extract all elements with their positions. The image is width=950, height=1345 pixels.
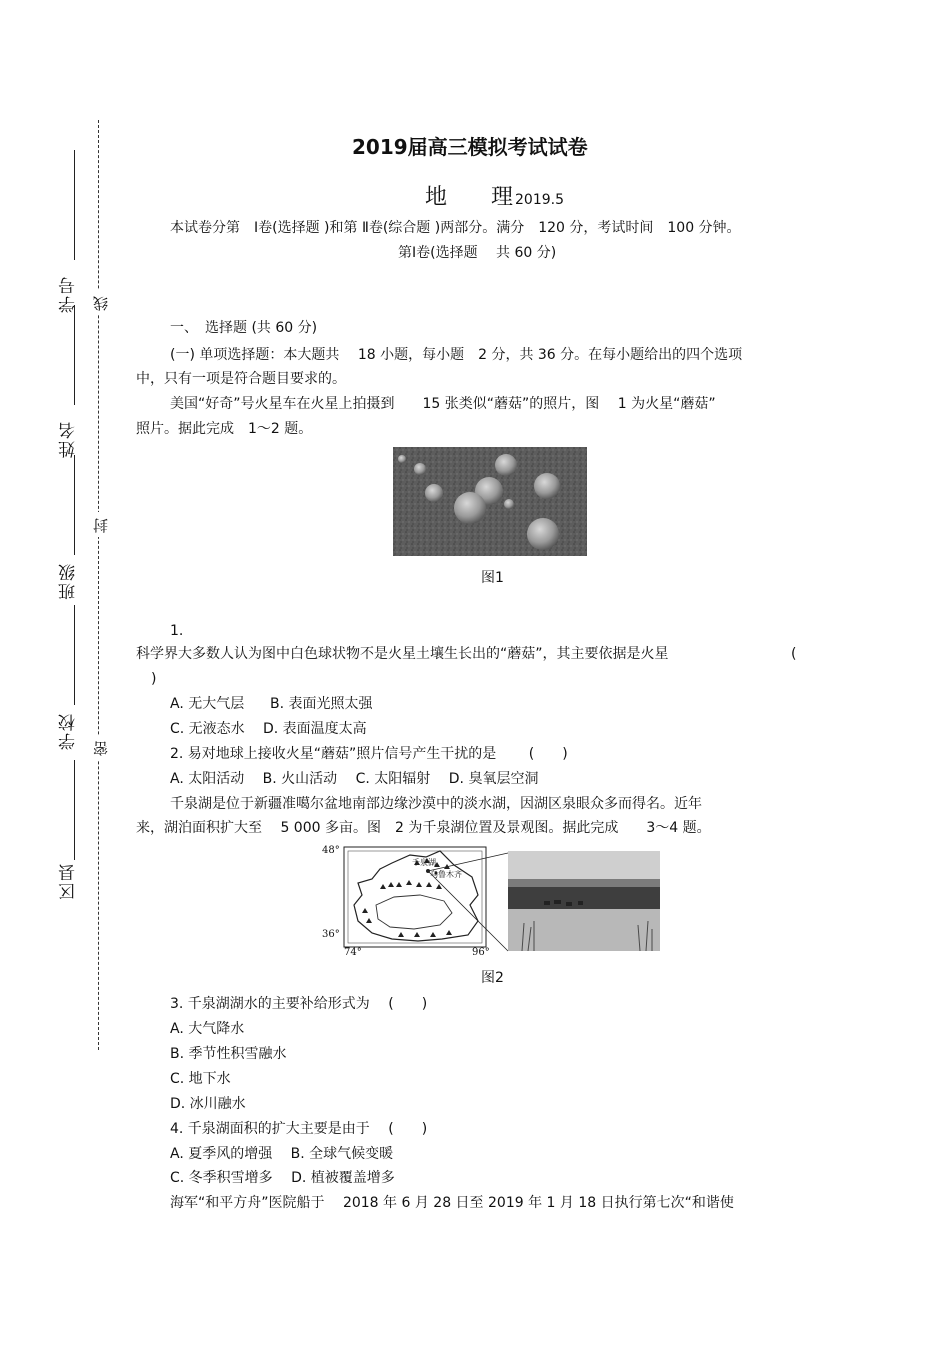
field-underline-xingming <box>74 305 75 405</box>
map-lon-96: 96° <box>472 947 490 958</box>
exam-date: 2019.5 <box>515 192 565 208</box>
q4-options-ab: A. 夏季风的增强 B. 全球气候变暖 <box>170 1146 394 1162</box>
field-label-xingming: 姓名 <box>59 420 79 458</box>
q3-option-c: C. 地下水 <box>170 1071 231 1087</box>
field-underline-xuehao <box>74 150 75 260</box>
subject-line <box>425 180 564 211</box>
exam-title: 2019届高三模拟考试试卷 <box>352 135 588 159</box>
subject-name: 地 理 <box>425 185 514 210</box>
section-heading: 一、 选择题 (共 60 分) <box>170 320 318 336</box>
q1-paren-close: ) <box>151 671 157 687</box>
map-lon-74: 74° <box>344 947 362 958</box>
passage2-line2: 来，湖泊面积扩大至 5 000 多亩。图 2 为千泉湖位置及景观图。据此完成 3～4 题。 <box>136 820 711 836</box>
field-label-xuexiao: 学校 <box>59 712 79 750</box>
q3-option-b: B. 季节性积雪融水 <box>170 1046 287 1062</box>
map-lat-36: 36° <box>322 929 340 940</box>
seal-mark-xian: 线 <box>90 290 111 315</box>
map-lat-48: 48° <box>322 845 340 856</box>
q1-paren-open: ( <box>791 646 797 662</box>
q4-options-cd: C. 冬季积雪增多 D. 植被覆盖增多 <box>170 1170 395 1186</box>
figure1-mars-photo <box>393 447 587 556</box>
seal-dashed-line <box>98 120 99 1050</box>
q2-stem: 2. 易对地球上接收火星“蘑菇”照片信号产生干扰的是 ( ) <box>170 746 568 762</box>
q3-stem: 3. 千泉湖湖水的主要补给形式为 ( ) <box>170 996 428 1012</box>
field-underline-xuexiao <box>74 605 75 705</box>
section-instruction-line1: (一) 单项选择题：本大题共 18 小题，每小题 2 分，共 36 分。在每小题给出的四个选项 <box>170 347 743 363</box>
q1-stem: 科学界大多数人认为图中白色球状物不是火星土壤生长出的“蘑菇”，其主要依据是火星 <box>136 646 669 662</box>
seal-mark-mi: 密 <box>90 735 111 760</box>
map-label-city: 乌鲁木齐 <box>430 870 462 879</box>
figure2-map-and-photo <box>322 843 662 963</box>
q1-option-d: D. 表面温度太高 <box>263 721 367 737</box>
mars-rocks-illustration <box>393 447 587 556</box>
q1-option-b: B. 表面光照太强 <box>270 696 373 712</box>
seal-mark-feng: 封 <box>90 512 111 537</box>
field-label-xuehao: 学号 <box>59 275 79 313</box>
field-label-quxian: 区县 <box>59 862 79 900</box>
passage2-line1: 千泉湖是位于新疆准噶尔盆地南部边缘沙漠中的淡水湖，因湖区泉眼众多而得名。近年 <box>170 796 702 812</box>
q3-option-d: D. 冰川融水 <box>170 1096 246 1112</box>
q1-option-a: A. 无大气层 <box>170 696 245 712</box>
field-label-banji: 班级 <box>59 562 79 600</box>
passage1-line1: 美国“好奇”号火星车在火星上拍摄到 15 张类似“蘑菇”的照片，图 1 为火星“蘑菇” <box>170 396 716 412</box>
section-instruction-line2: 中，只有一项是符合题目要求的。 <box>136 371 346 387</box>
q3-option-a: A. 大气降水 <box>170 1021 245 1037</box>
q1-number: 1. <box>170 623 184 639</box>
field-underline-banji <box>74 455 75 555</box>
q4-stem: 4. 千泉湖面积的扩大主要是由于 ( ) <box>170 1121 428 1137</box>
passage1-line2: 照片。据此完成 1～2 题。 <box>136 421 313 437</box>
map-label-lake: 千泉湖 <box>412 858 436 867</box>
q2-options: A. 太阳活动 B. 火山活动 C. 太阳辐射 D. 臭氧层空洞 <box>170 771 539 787</box>
figure2 <box>322 843 662 963</box>
part-heading: 第Ⅰ卷(选择题 共 60 分) <box>398 245 557 261</box>
figure2-caption: 图2 <box>481 970 504 986</box>
q1-option-c: C. 无液态水 <box>170 721 245 737</box>
exam-intro: 本试卷分第 Ⅰ卷(选择题 )和第 Ⅱ卷(综合题 )两部分。满分 120 分，考试时间 100 分钟。 <box>170 220 741 236</box>
field-underline-quxian <box>74 760 75 860</box>
passage3-line1: 海军“和平方舟”医院船于 2018 年 6 月 28 日至 2019 年 1 月 18 日执行第七次“和谐使 <box>170 1195 734 1211</box>
figure1-caption: 图1 <box>481 570 504 586</box>
